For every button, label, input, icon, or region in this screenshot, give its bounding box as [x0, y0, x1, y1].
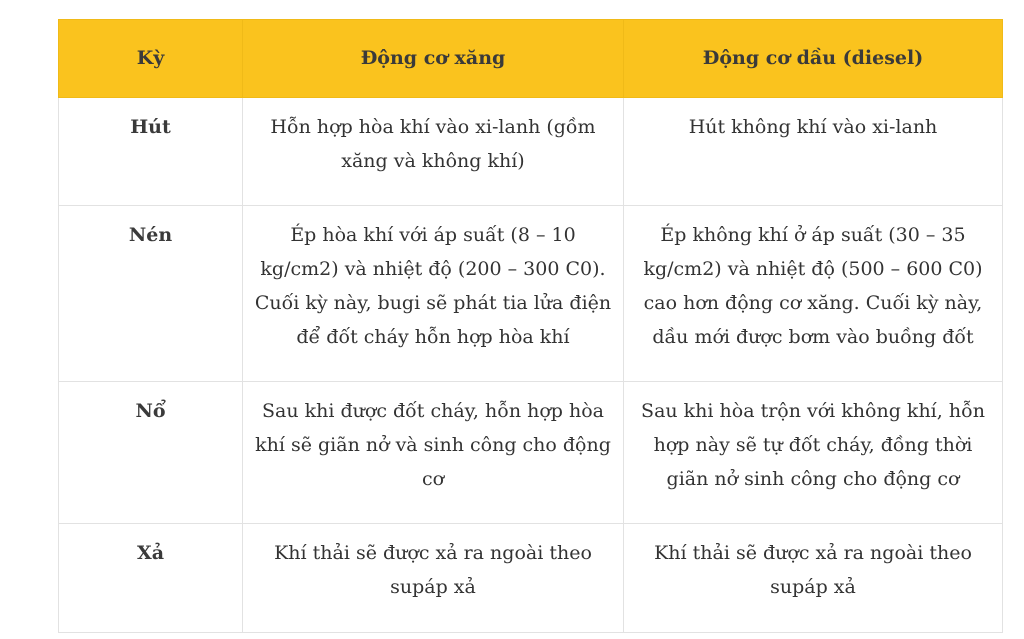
table-row [59, 524, 1003, 633]
diesel-cell: Sau khi hòa trộn với không khí, hỗn hợp này sẽ tự đốt cháy, đồng thời giãn nở sinh công cho động cơ [624, 382, 1003, 524]
header-row [59, 20, 1003, 98]
table-header [59, 20, 1003, 98]
gasoline-cell: Hỗn hợp hòa khí vào xi-lanh (gồm xăng và không khí) [243, 98, 624, 206]
gasoline-cell: Ép hòa khí với áp suất (8 – 10 kg/cm2) và nhiệt độ (200 – 300 C0). Cuối kỳ này, bugi sẽ phát tia lửa điện để đốt cháy hỗn hợp hòa khí [243, 206, 624, 382]
header-gasoline-engine: Động cơ xăng [243, 20, 624, 98]
header-diesel-engine: Động cơ dầu (diesel) [624, 20, 1003, 98]
gasoline-cell: Sau khi được đốt cháy, hỗn hợp hòa khí sẽ giãn nở và sinh công cho động cơ [243, 382, 624, 524]
table-row [59, 206, 1003, 382]
header-stroke: Kỳ [59, 20, 243, 98]
engine-comparison-table [58, 19, 1003, 633]
table-body [59, 98, 1003, 633]
stroke-name-cell: Xả [59, 524, 243, 633]
table-row [59, 98, 1003, 206]
stroke-name-cell: Hút [59, 98, 243, 206]
stroke-name-cell: Nén [59, 206, 243, 382]
diesel-cell: Khí thải sẽ được xả ra ngoài theo supáp xả [624, 524, 1003, 633]
stroke-name-cell: Nổ [59, 382, 243, 524]
diesel-cell: Ép không khí ở áp suất (30 – 35 kg/cm2) và nhiệt độ (500 – 600 C0) cao hơn động cơ xăng. Cuối kỳ này, dầu mới được bơm vào buồng đốt [624, 206, 1003, 382]
table-row [59, 382, 1003, 524]
comparison-table-container [58, 19, 1002, 633]
diesel-cell: Hút không khí vào xi-lanh [624, 98, 1003, 206]
gasoline-cell: Khí thải sẽ được xả ra ngoài theo supáp xả [243, 524, 624, 633]
